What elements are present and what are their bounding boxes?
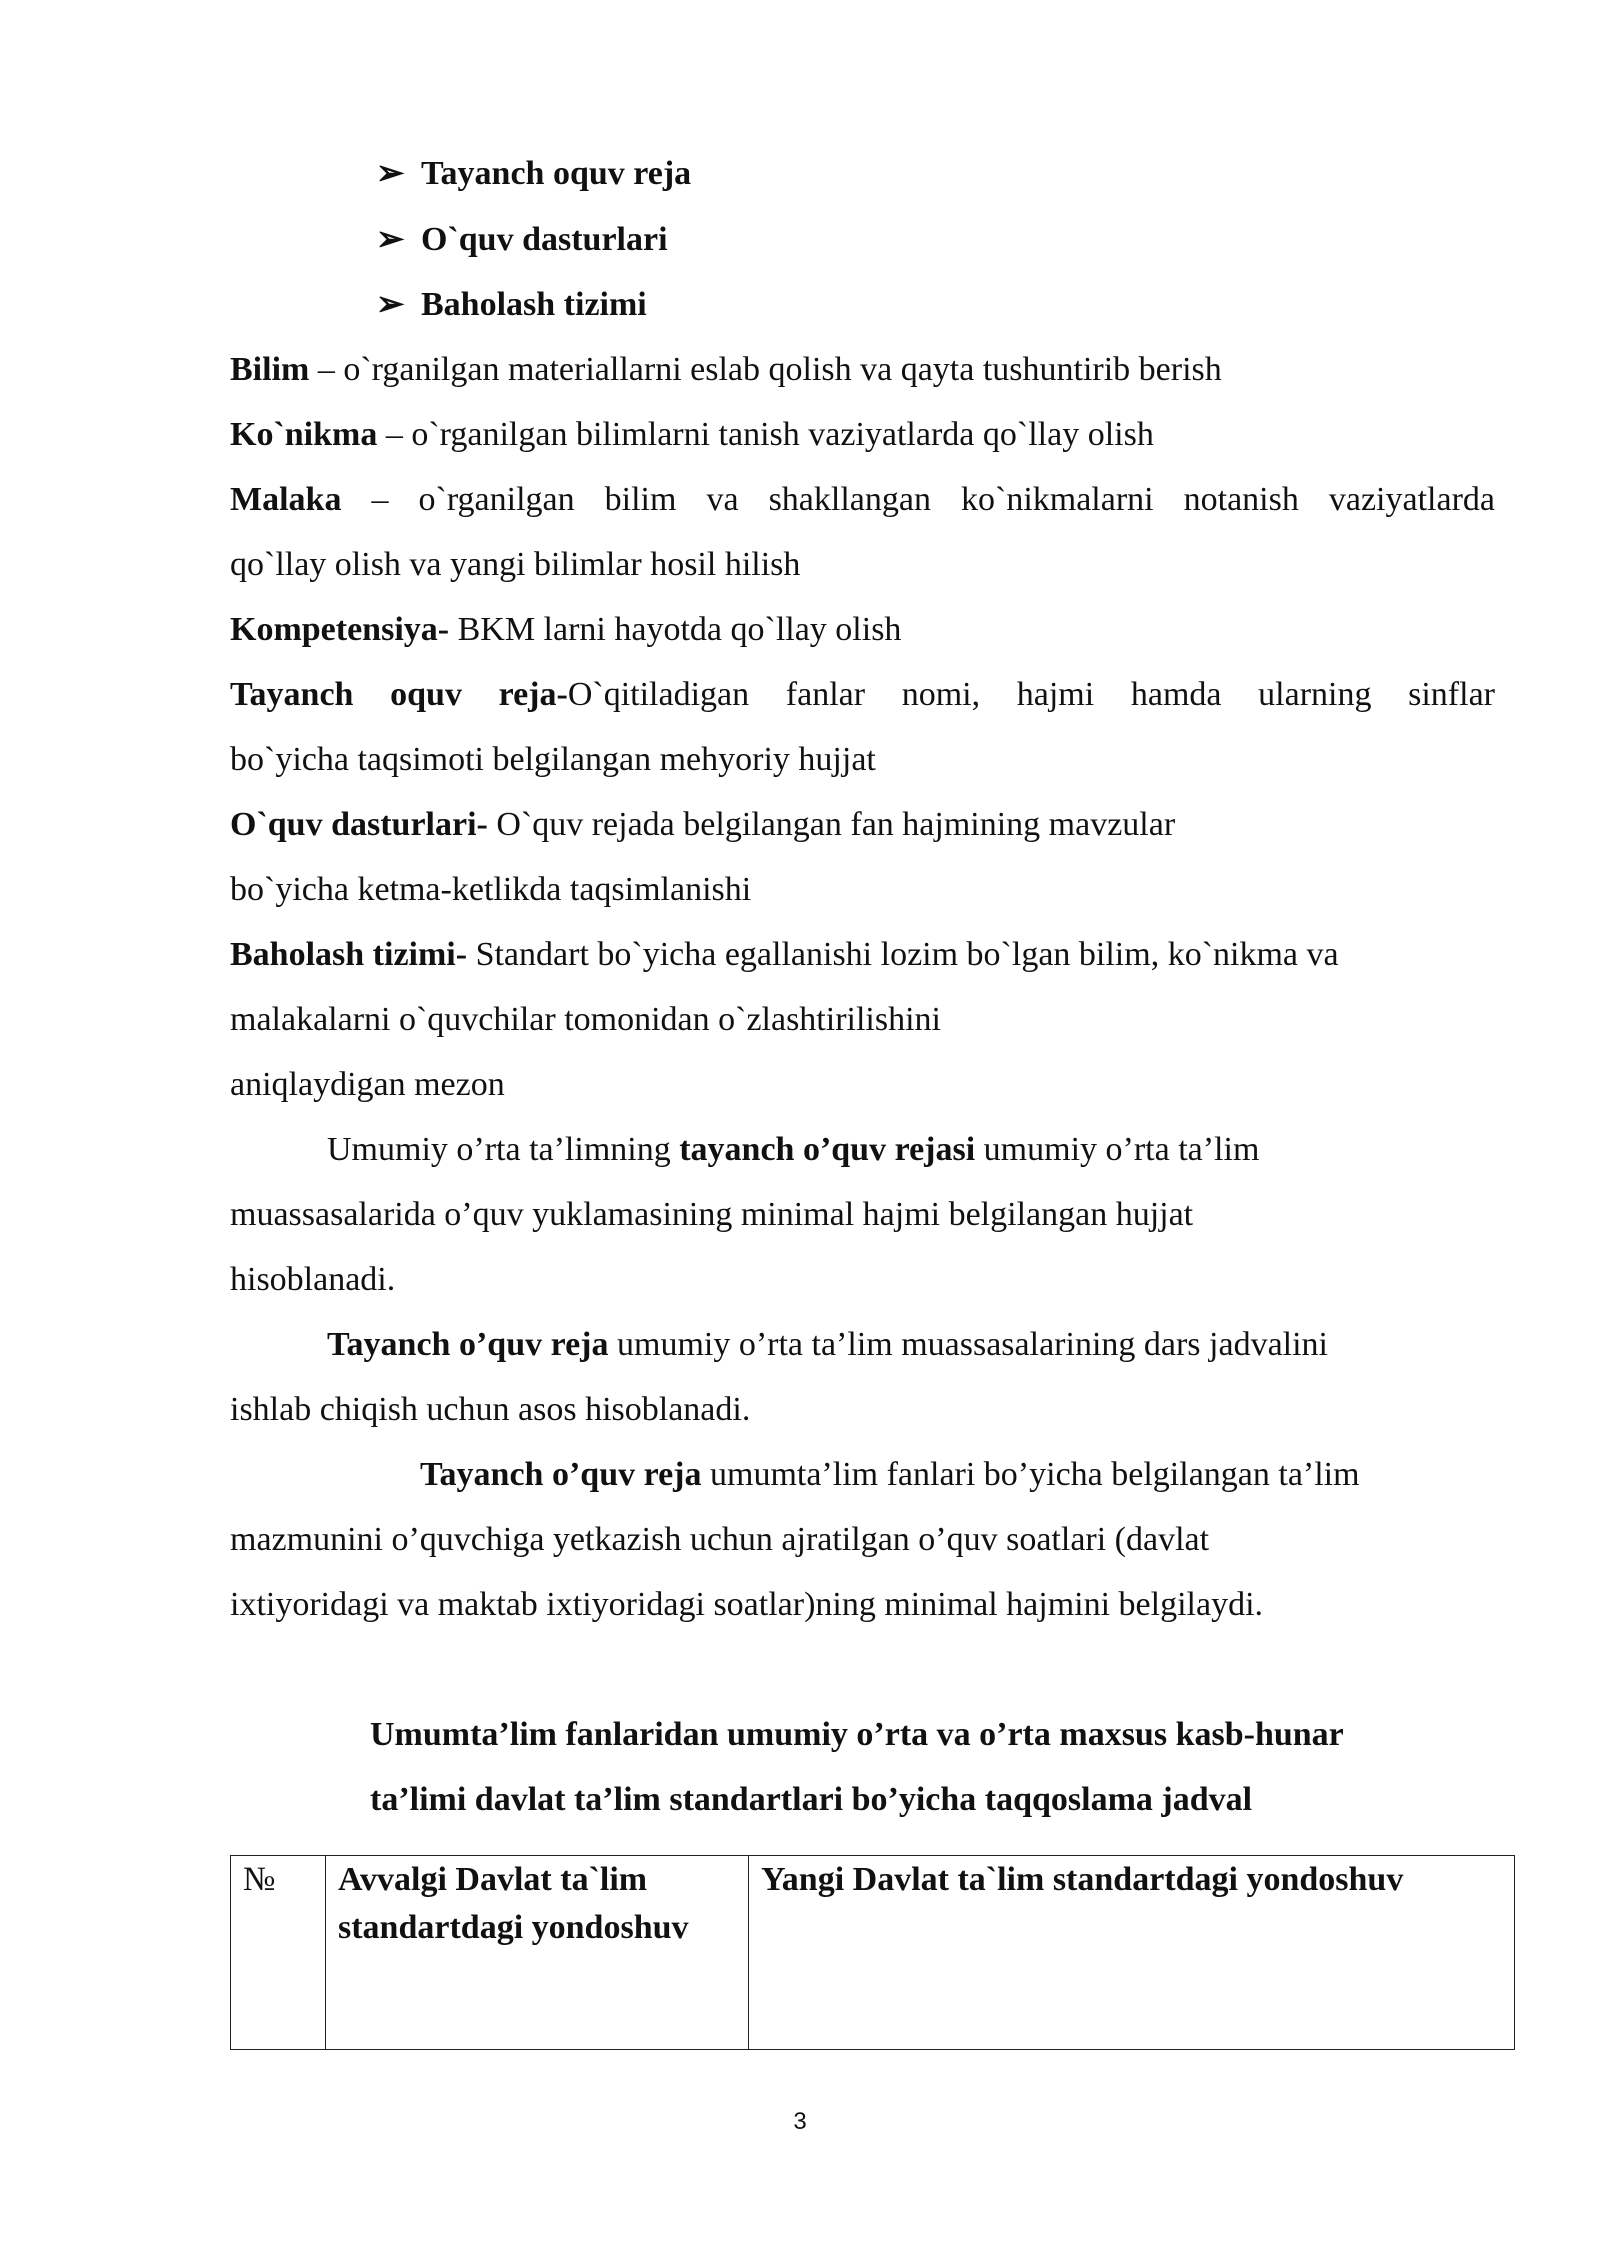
table-header-row	[231, 1856, 1515, 2050]
bullet-item	[376, 218, 668, 262]
paragraph-1-line2	[230, 1193, 1193, 1237]
paragraph-3-line3	[230, 1583, 1263, 1627]
table-header-old-standard: Avvalgi Davlat ta`lim standartdagi yondoshuv	[326, 1856, 749, 2050]
paragraph-2-line2	[230, 1388, 750, 1432]
bullet-label: Tayanch oquv reja	[421, 155, 692, 192]
definition-term: Tayanch oquv reja-	[230, 676, 568, 713]
paragraph-2	[327, 1323, 1328, 1367]
definition-text: Standart bo`yicha egallanishi lozim bo`lgan bilim, ko`nikma va	[467, 936, 1339, 973]
definition-term: Ko`nikma	[230, 416, 378, 453]
definition-malaka	[230, 478, 1495, 522]
arrow-bullet-icon: ➢	[376, 155, 405, 192]
paragraph-text: Umumiy o’rta ta’limning	[327, 1131, 680, 1168]
definition-tayanch-cont	[230, 738, 876, 782]
arrow-bullet-icon: ➢	[376, 221, 405, 258]
paragraph-1	[327, 1128, 1259, 1172]
definition-text: bo`yicha taqsimoti belgilangan mehyoriy hujjat	[230, 741, 876, 778]
definition-text: malakalarni o`quvchilar tomonidan o`zlashtirilishini	[230, 1001, 941, 1038]
definition-baholash-cont	[230, 998, 941, 1042]
paragraph-bold: Tayanch o’quv reja	[327, 1326, 609, 1363]
definition-term: Malaka	[230, 481, 342, 518]
paragraph-bold: tayanch o’quv rejasi	[679, 1131, 976, 1168]
definition-text: BKM larni hayotda qo`llay olish	[449, 611, 902, 648]
bullet-item	[376, 283, 647, 327]
definition-term: O`quv dasturlari-	[230, 806, 488, 843]
bullet-label: O`quv dasturlari	[421, 221, 668, 258]
table-title-line2: ta’limi davlat ta’lim standartlari bo’yicha taqqoslama jadval	[370, 1781, 1253, 1818]
paragraph-text: ixtiyoridagi va maktab ixtiyoridagi soatlar)ning minimal hajmini belgilaydi.	[230, 1586, 1264, 1623]
definition-dastur-cont	[230, 868, 751, 912]
table-header-number: №	[231, 1856, 326, 2050]
definition-tayanch	[230, 673, 1495, 717]
definition-text: bo`yicha ketma-ketlikda taqsimlanishi	[230, 871, 752, 908]
paragraph-1-line3	[230, 1258, 395, 1302]
definition-term: Baholash tizimi-	[230, 936, 468, 973]
definition-bilim	[230, 348, 1222, 392]
paragraph-text: mazmunini o’quvchiga yetkazish uchun ajratilgan o’quv soatlari (davlat	[230, 1521, 1210, 1558]
paragraph-text: umumiy o’rta ta’lim	[975, 1131, 1260, 1168]
paragraph-bold: Tayanch o’quv reja	[420, 1456, 702, 1493]
paragraph-text: hisoblanadi.	[230, 1261, 396, 1298]
definition-text: – o`rganilgan bilim va shakllangan ko`nikmalarni notanish vaziyatlarda	[341, 481, 1495, 518]
definition-dastur	[230, 803, 1175, 847]
definition-text: O`quv rejada belgilangan fan hajmining mavzular	[487, 806, 1176, 843]
paragraph-3	[420, 1453, 1360, 1497]
definition-term: Bilim	[230, 351, 310, 388]
paragraph-3-line2	[230, 1518, 1209, 1562]
definition-kompetensiya	[230, 608, 901, 652]
bullet-item	[376, 152, 691, 196]
definition-malaka-cont	[230, 543, 800, 587]
definition-konikma	[230, 413, 1154, 457]
arrow-bullet-icon: ➢	[376, 286, 405, 323]
comparison-table	[230, 1855, 1515, 2050]
definition-baholash	[230, 933, 1339, 977]
page-number: 3	[793, 2108, 807, 2135]
definition-term: Kompetensiya-	[230, 611, 450, 648]
definition-text: – o`rganilgan materiallarni eslab qolish va qayta tushuntirib berish	[309, 351, 1222, 388]
table-title-line1: Umumta’lim fanlaridan umumiy o’rta va o’rta maxsus kasb-hunar	[370, 1716, 1344, 1753]
definition-baholash-cont2	[230, 1063, 505, 1107]
table-header-new-standard: Yangi Davlat ta`lim standartdagi yondoshuv	[749, 1856, 1515, 2050]
definition-text: aniqlaydigan mezon	[230, 1066, 505, 1103]
paragraph-text: umumta’lim fanlari bo’yicha belgilangan ta’lim	[701, 1456, 1360, 1493]
paragraph-text: umumiy o’rta ta’lim muassasalarining dars jadvalini	[608, 1326, 1328, 1363]
definition-text: O`qitiladigan fanlar nomi, hajmi hamda ularning sinflar	[567, 676, 1495, 713]
definition-text: – o`rganilgan bilimlarni tanish vaziyatlarda qo`llay olish	[377, 416, 1154, 453]
bullet-label: Baholash tizimi	[421, 286, 647, 323]
definition-text: qo`llay olish va yangi bilimlar hosil hilish	[230, 546, 801, 583]
paragraph-text: ishlab chiqish uchun asos hisoblanadi.	[230, 1391, 751, 1428]
paragraph-text: muassasalarida o’quv yuklamasining minimal hajmi belgilangan hujjat	[230, 1196, 1194, 1233]
